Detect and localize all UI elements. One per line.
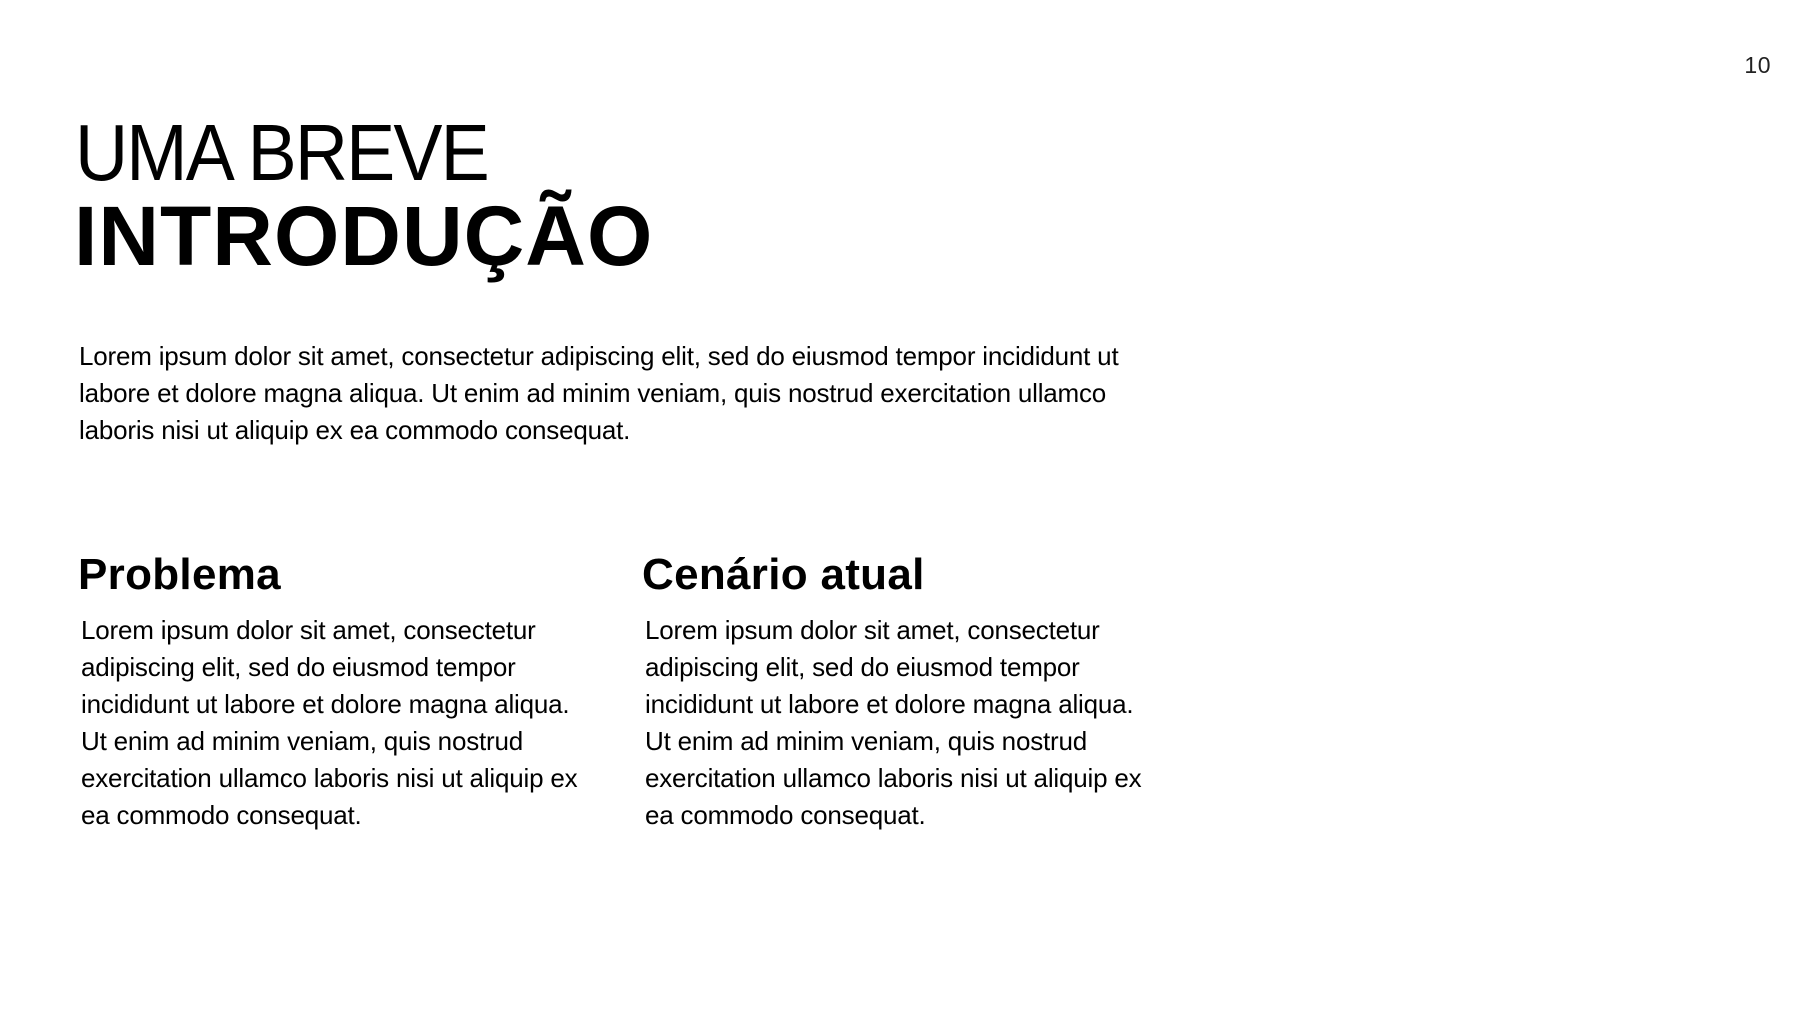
column-problema (78, 548, 598, 834)
title-bold: INTRODUÇÃO (74, 189, 654, 283)
column-cenario-atual (642, 548, 1162, 834)
intro-paragraph: Lorem ipsum dolor sit amet, consectetur adipiscing elit, sed do eiusmod tempor incididunt ut labore et dolore magna aliqua. Ut enim ad minim veniam, quis nostrud exercitation ullamco laboris nisi ut aliquip ex ea commodo consequat. (79, 341, 1119, 445)
title-light: UMA BREVE (75, 108, 488, 197)
column-paragraph: Lorem ipsum dolor sit amet, consectetur adipiscing elit, sed do eiusmod tempor incididunt ut labore et dolore magna aliqua. Ut enim ad minim veniam, quis nostrud exercitation ullamco laboris nisi ut aliquip ex ea commodo consequat. (81, 615, 578, 830)
column-heading: Cenário atual (642, 550, 925, 599)
column-heading: Problema (78, 550, 281, 599)
page-number: 10 (1744, 52, 1771, 78)
column-paragraph: Lorem ipsum dolor sit amet, consectetur adipiscing elit, sed do eiusmod tempor incididunt ut labore et dolore magna aliqua. Ut enim ad minim veniam, quis nostrud exercitation ullamco laboris nisi ut aliquip ex ea commodo consequat. (645, 615, 1142, 830)
